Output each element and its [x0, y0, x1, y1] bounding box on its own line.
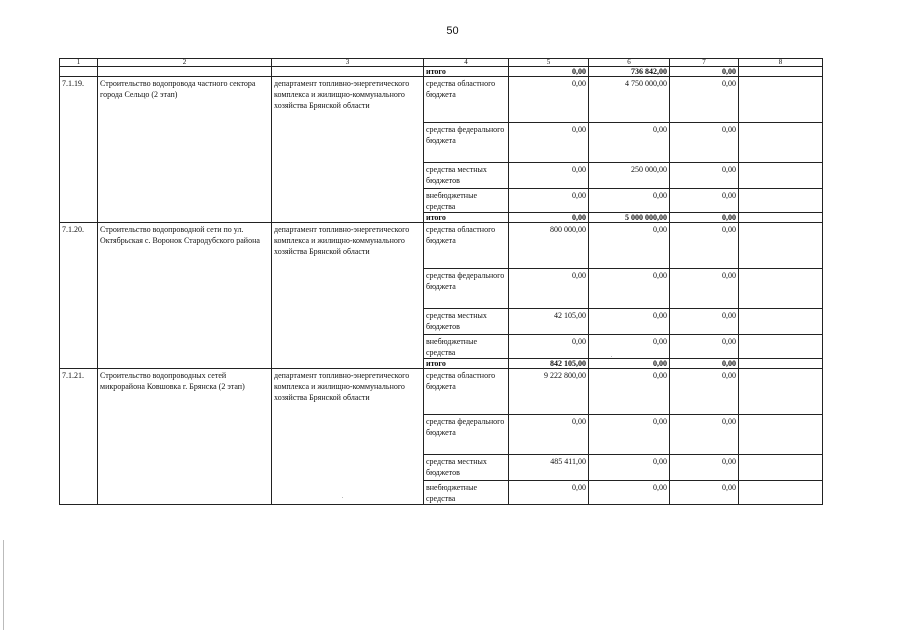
blank-cell: [739, 223, 823, 269]
blank-cell: [272, 67, 424, 77]
blank-cell: [739, 123, 823, 163]
amount-col5: 0,00: [509, 163, 589, 189]
total-label: итого: [424, 67, 509, 77]
amount-col7: 0,00: [670, 481, 739, 505]
amount-col5: 842 105,00: [509, 359, 589, 369]
amount-col5: 0,00: [509, 269, 589, 309]
column-header: 2: [98, 59, 272, 67]
funding-source-row: [60, 369, 823, 415]
amount-col7: 0,00: [670, 455, 739, 481]
amount-col7: 0,00: [670, 163, 739, 189]
amount-col7: 0,00: [670, 415, 739, 455]
blank-cell: [739, 77, 823, 123]
funding-source-label: средства местных бюджетов: [424, 309, 509, 335]
amount-col5: 42 105,00: [509, 309, 589, 335]
column-header: 4: [424, 59, 509, 67]
funding-source-label: внебюджетные средства: [424, 481, 509, 505]
column-header: 1: [60, 59, 98, 67]
amount-col7: 0,00: [670, 123, 739, 163]
blank-cell: [739, 189, 823, 213]
funding-source-label: внебюджетные средства: [424, 189, 509, 213]
amount-col7: 0,00: [670, 213, 739, 223]
funding-source-label: средства областного бюджета: [424, 77, 509, 123]
amount-col7: 0,00: [670, 335, 739, 359]
blank-cell: [739, 415, 823, 455]
amount-col7: 0,00: [670, 369, 739, 415]
total-label: итого: [424, 359, 509, 369]
item-title: Строительство водопроводной сети по ул. Октябрьская с. Воронок Стародубского района: [98, 223, 272, 369]
column-header: 3: [272, 59, 424, 67]
amount-col5: 0,00: [509, 335, 589, 359]
funding-source-row: [60, 223, 823, 269]
page-number: 50: [446, 25, 459, 37]
amount-col6: 0,00: [589, 359, 670, 369]
amount-col6: 0,00: [589, 309, 670, 335]
column-header: 7: [670, 59, 739, 67]
funding-source-label: средства местных бюджетов: [424, 455, 509, 481]
amount-col6: 250 000,00: [589, 163, 670, 189]
funding-source-label: средства местных бюджетов: [424, 163, 509, 189]
amount-col6: 0,00: [589, 123, 670, 163]
amount-col6: 0,00: [589, 481, 670, 505]
blank-cell: [739, 309, 823, 335]
item-executor: департамент топливно-энергетического комплекса и жилищно-коммунального хозяйства Брянской области: [272, 223, 424, 369]
item-title: Строительство водопроводных сетей микрорайона Ковшовка г. Брянска (2 этап): [98, 369, 272, 505]
funding-source-label: средства областного бюджета: [424, 223, 509, 269]
amount-col7: 0,00: [670, 189, 739, 213]
funding-source-label: средства федерального бюджета: [424, 269, 509, 309]
scan-artifact: [3, 540, 4, 630]
funding-source-label: внебюджетные средства: [424, 335, 509, 359]
amount-col5: 0,00: [509, 415, 589, 455]
amount-col7: 0,00: [670, 223, 739, 269]
scan-artifact: [611, 356, 612, 357]
blank-cell: [739, 359, 823, 369]
item-code: 7.1.21.: [60, 369, 98, 505]
amount-col7: 0,00: [670, 359, 739, 369]
item-executor: департамент топливно-энергетического комплекса и жилищно-коммунального хозяйства Брянской области: [272, 369, 424, 505]
amount-col6: 0,00: [589, 335, 670, 359]
amount-col7: 0,00: [670, 77, 739, 123]
item-code: 7.1.19.: [60, 77, 98, 223]
funding-source-row: [60, 77, 823, 123]
blank-cell: [739, 335, 823, 359]
blank-cell: [60, 67, 98, 77]
funding-source-label: средства областного бюджета: [424, 369, 509, 415]
blank-cell: [739, 455, 823, 481]
amount-col6: 0,00: [589, 269, 670, 309]
item-code: 7.1.20.: [60, 223, 98, 369]
amount-col5: 0,00: [509, 77, 589, 123]
amount-col6: 0,00: [589, 223, 670, 269]
funding-source-label: средства федерального бюджета: [424, 415, 509, 455]
amount-col5: 800 000,00: [509, 223, 589, 269]
amount-col5: 0,00: [509, 213, 589, 223]
amount-col6: 736 842,00: [589, 67, 670, 77]
funding-source-label: средства федерального бюджета: [424, 123, 509, 163]
item-executor: департамент топливно-энергетического комплекса и жилищно-коммунального хозяйства Брянской области: [272, 77, 424, 223]
blank-cell: [739, 163, 823, 189]
amount-col5: 9 222 800,00: [509, 369, 589, 415]
item-title: Строительство водопровода частного сектора города Сельцо (2 этап): [98, 77, 272, 223]
amount-col6: 0,00: [589, 415, 670, 455]
amount-col6: 0,00: [589, 189, 670, 213]
amount-col5: 0,00: [509, 189, 589, 213]
amount-col5: 0,00: [509, 481, 589, 505]
scan-artifact: [342, 497, 343, 498]
blank-cell: [739, 481, 823, 505]
blank-cell: [98, 67, 272, 77]
amount-col7: 0,00: [670, 67, 739, 77]
column-header: 6: [589, 59, 670, 67]
amount-col6: 0,00: [589, 369, 670, 415]
column-header: 5: [509, 59, 589, 67]
amount-col6: 4 750 000,00: [589, 77, 670, 123]
column-header: 8: [739, 59, 823, 67]
blank-cell: [739, 269, 823, 309]
amount-col5: 0,00: [509, 67, 589, 77]
total-label: итого: [424, 213, 509, 223]
amount-col5: 0,00: [509, 123, 589, 163]
total-row: [60, 67, 823, 77]
column-number-row: [60, 59, 823, 67]
blank-cell: [739, 213, 823, 223]
amount-col5: 485 411,00: [509, 455, 589, 481]
blank-cell: [739, 369, 823, 415]
amount-col7: 0,00: [670, 309, 739, 335]
amount-col6: 0,00: [589, 455, 670, 481]
amount-col7: 0,00: [670, 269, 739, 309]
blank-cell: [739, 67, 823, 77]
funding-table: [59, 58, 823, 505]
amount-col6: 5 000 000,00: [589, 213, 670, 223]
